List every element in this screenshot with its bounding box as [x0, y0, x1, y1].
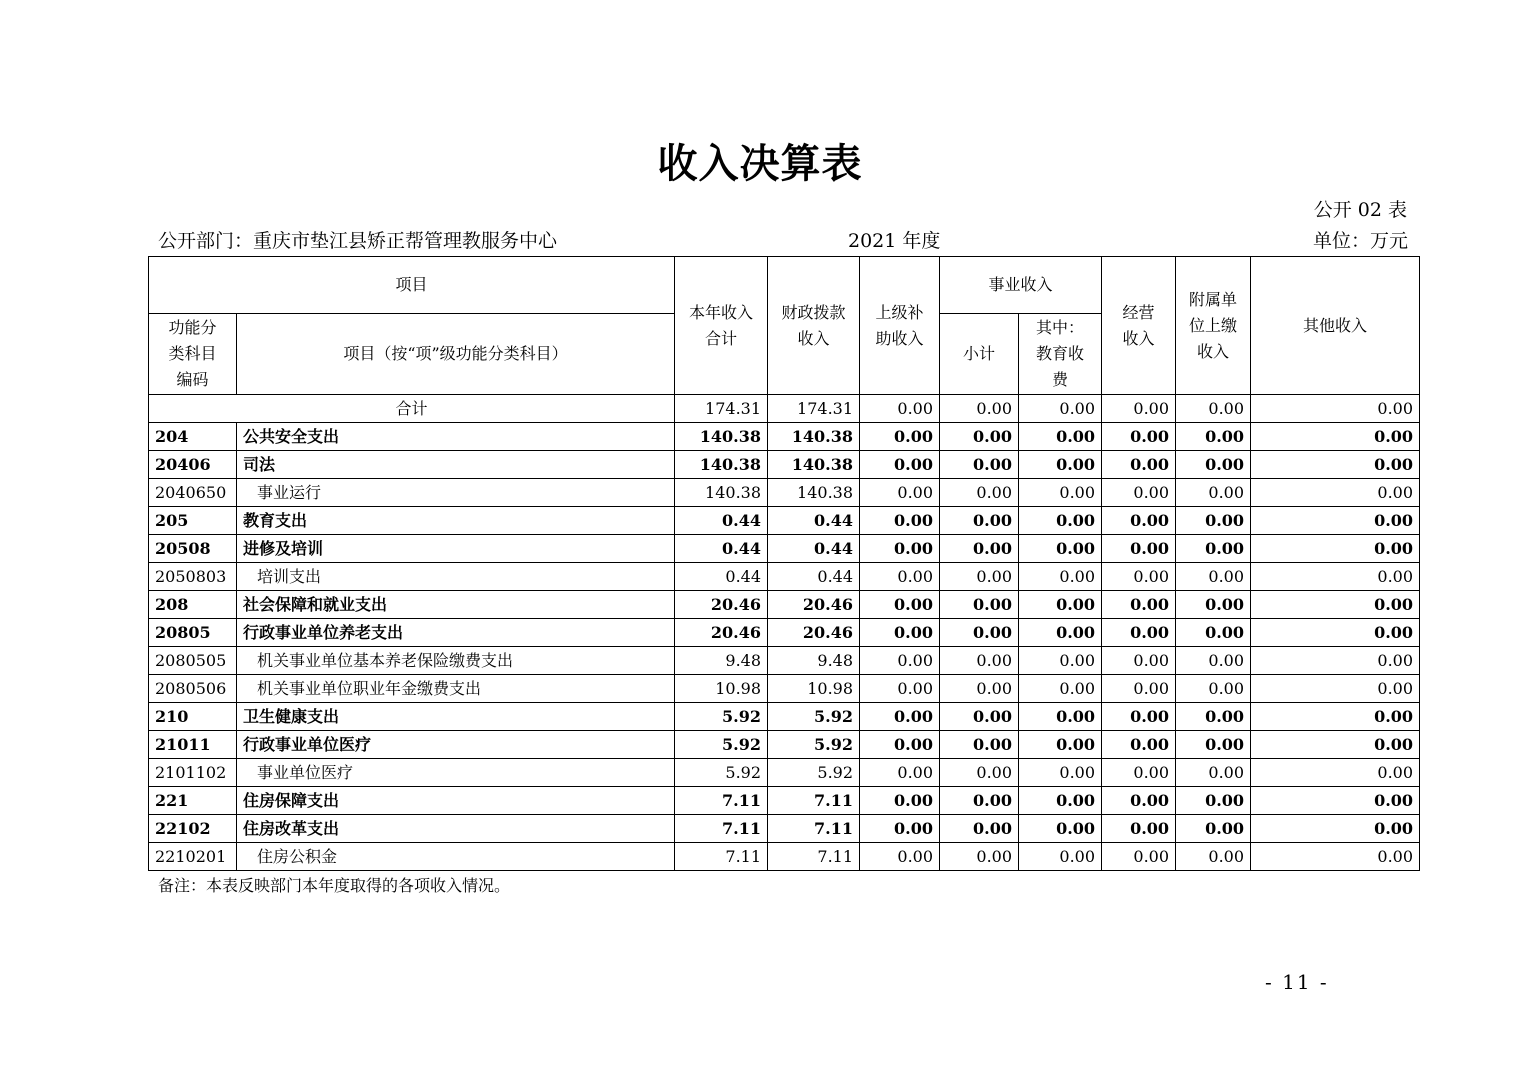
row-value: 10.98	[768, 675, 860, 703]
row-value: 0.00	[1102, 759, 1176, 787]
row-value: 0.00	[1102, 451, 1176, 479]
row-value: 0.00	[1102, 703, 1176, 731]
row-value: 0.00	[1176, 479, 1251, 507]
row-value: 0.00	[1176, 815, 1251, 843]
row-code: 2080506	[149, 675, 237, 703]
row-value: 7.11	[768, 787, 860, 815]
unit-label: 单位：万元	[1312, 230, 1408, 252]
row-code: 2210201	[149, 843, 237, 871]
row-value: 0.00	[1019, 479, 1102, 507]
row-code: 22102	[149, 815, 237, 843]
row-value: 0.00	[1019, 675, 1102, 703]
row-value: 0.00	[1176, 675, 1251, 703]
row-value: 0.00	[1251, 675, 1420, 703]
row-value: 0.00	[1251, 619, 1420, 647]
total-row	[149, 395, 1420, 423]
row-value: 0.00	[860, 843, 940, 871]
row-value: 0.00	[1102, 479, 1176, 507]
total-cell: 0.00	[1102, 395, 1176, 423]
row-value: 0.00	[1176, 731, 1251, 759]
row-value: 0.44	[768, 563, 860, 591]
row-value: 0.00	[1176, 619, 1251, 647]
table-row	[149, 675, 1420, 703]
row-value: 0.00	[1102, 675, 1176, 703]
row-value: 0.44	[768, 535, 860, 563]
row-value: 0.00	[1102, 815, 1176, 843]
total-label: 合计	[149, 395, 675, 423]
row-value: 0.00	[940, 479, 1019, 507]
row-value: 0.00	[860, 647, 940, 675]
row-value: 0.00	[1251, 759, 1420, 787]
table-row	[149, 731, 1420, 759]
header-affiliated: 附属单位上缴收入	[1176, 257, 1251, 395]
row-value: 0.00	[940, 703, 1019, 731]
row-value: 0.00	[860, 507, 940, 535]
total-cell: 0.00	[940, 395, 1019, 423]
row-value: 0.00	[940, 815, 1019, 843]
row-value: 0.00	[1102, 423, 1176, 451]
row-value: 140.38	[675, 423, 768, 451]
row-value: 20.46	[768, 619, 860, 647]
row-value: 7.11	[675, 843, 768, 871]
row-value: 20.46	[768, 591, 860, 619]
row-value: 0.00	[940, 787, 1019, 815]
row-value: 0.00	[1102, 843, 1176, 871]
row-value: 0.00	[1102, 647, 1176, 675]
header-fiscal: 财政拨款收入	[768, 257, 860, 395]
row-value: 0.00	[1251, 563, 1420, 591]
row-code: 2050803	[149, 563, 237, 591]
row-code: 21011	[149, 731, 237, 759]
row-value: 0.00	[940, 451, 1019, 479]
row-value: 0.00	[860, 479, 940, 507]
row-value: 0.00	[1019, 731, 1102, 759]
row-code: 208	[149, 591, 237, 619]
table-row	[149, 563, 1420, 591]
total-cell: 174.31	[768, 395, 860, 423]
row-value: 0.00	[1251, 451, 1420, 479]
row-value: 0.44	[675, 507, 768, 535]
row-value: 0.44	[675, 563, 768, 591]
row-value: 0.00	[1019, 591, 1102, 619]
row-value: 7.11	[675, 815, 768, 843]
row-value: 0.00	[1176, 451, 1251, 479]
row-value: 0.00	[1251, 591, 1420, 619]
total-cell: 0.00	[1176, 395, 1251, 423]
row-code: 205	[149, 507, 237, 535]
table-row	[149, 759, 1420, 787]
row-name: 进修及培训	[237, 535, 675, 563]
row-code: 221	[149, 787, 237, 815]
row-value: 0.00	[1176, 423, 1251, 451]
row-value: 9.48	[768, 647, 860, 675]
header-operating: 经营收入	[1102, 257, 1176, 395]
row-value: 0.00	[940, 731, 1019, 759]
row-value: 5.92	[675, 703, 768, 731]
row-value: 140.38	[675, 479, 768, 507]
row-value: 0.00	[1102, 507, 1176, 535]
row-code: 2040650	[149, 479, 237, 507]
row-name: 事业运行	[237, 479, 675, 507]
row-name: 行政事业单位养老支出	[237, 619, 675, 647]
row-value: 0.00	[1251, 731, 1420, 759]
row-value: 0.00	[860, 451, 940, 479]
row-value: 0.44	[768, 507, 860, 535]
row-value: 0.00	[860, 535, 940, 563]
row-value: 0.00	[1176, 759, 1251, 787]
row-value: 0.00	[1019, 619, 1102, 647]
total-cell: 0.00	[860, 395, 940, 423]
row-value: 5.92	[675, 731, 768, 759]
row-value: 0.00	[1102, 731, 1176, 759]
row-code: 2080505	[149, 647, 237, 675]
total-cell: 174.31	[675, 395, 768, 423]
row-name: 住房改革支出	[237, 815, 675, 843]
row-value: 0.00	[1176, 563, 1251, 591]
income-table	[148, 256, 1420, 871]
row-name: 机关事业单位基本养老保险缴费支出	[237, 647, 675, 675]
row-value: 0.00	[1019, 563, 1102, 591]
row-value: 0.00	[940, 619, 1019, 647]
row-value: 0.00	[1251, 423, 1420, 451]
total-cell: 0.00	[1019, 395, 1102, 423]
row-value: 0.00	[1019, 703, 1102, 731]
row-value: 0.00	[860, 731, 940, 759]
row-code: 2101102	[149, 759, 237, 787]
header-other: 其他收入	[1251, 257, 1420, 395]
row-value: 0.00	[1251, 843, 1420, 871]
row-value: 0.00	[1176, 535, 1251, 563]
row-value: 0.00	[940, 759, 1019, 787]
table-row	[149, 619, 1420, 647]
row-code: 20805	[149, 619, 237, 647]
row-value: 0.00	[1019, 787, 1102, 815]
meta-row	[158, 226, 1408, 252]
row-value: 20.46	[675, 619, 768, 647]
row-value: 0.00	[1102, 619, 1176, 647]
row-value: 0.00	[940, 423, 1019, 451]
row-value: 5.92	[768, 731, 860, 759]
row-code: 20406	[149, 451, 237, 479]
row-value: 0.00	[940, 647, 1019, 675]
row-name: 教育支出	[237, 507, 675, 535]
header-code: 功能分类科目编码	[149, 314, 237, 395]
row-value: 0.00	[940, 675, 1019, 703]
table-row	[149, 703, 1420, 731]
row-value: 7.11	[675, 787, 768, 815]
total-cell: 0.00	[1251, 395, 1420, 423]
row-value: 0.00	[1176, 591, 1251, 619]
row-value: 0.00	[940, 563, 1019, 591]
row-value: 0.00	[1251, 787, 1420, 815]
footnote: 备注：本表反映部门本年度取得的各项收入情况。	[158, 876, 511, 895]
header-superior: 上级补助收入	[860, 257, 940, 395]
row-name: 公共安全支出	[237, 423, 675, 451]
row-value: 0.00	[1019, 759, 1102, 787]
row-value: 0.00	[1019, 843, 1102, 871]
department-label: 公开部门：重庆市垫江县矫正帮管理教服务中心	[158, 230, 558, 252]
row-value: 0.00	[860, 423, 940, 451]
row-value: 20.46	[675, 591, 768, 619]
row-value: 7.11	[768, 815, 860, 843]
table-row	[149, 843, 1420, 871]
row-value: 0.00	[860, 815, 940, 843]
header-business-group: 事业收入	[940, 257, 1102, 314]
page-title: 收入决算表	[657, 140, 863, 187]
row-value: 0.00	[1176, 787, 1251, 815]
table-row	[149, 591, 1420, 619]
row-code: 204	[149, 423, 237, 451]
row-value: 0.00	[1102, 787, 1176, 815]
header-item-group: 项目	[149, 257, 675, 314]
table-body	[149, 395, 1420, 871]
table-row	[149, 647, 1420, 675]
row-value: 0.00	[860, 619, 940, 647]
row-value: 140.38	[675, 451, 768, 479]
row-name: 行政事业单位医疗	[237, 731, 675, 759]
row-name: 事业单位医疗	[237, 759, 675, 787]
row-value: 0.00	[1019, 647, 1102, 675]
row-value: 0.00	[1251, 535, 1420, 563]
row-name: 卫生健康支出	[237, 703, 675, 731]
row-value: 9.48	[675, 647, 768, 675]
table-row	[149, 535, 1420, 563]
table-row	[149, 479, 1420, 507]
table-header	[149, 257, 1420, 395]
row-value: 0.00	[1176, 647, 1251, 675]
row-value: 0.00	[1019, 451, 1102, 479]
row-value: 0.00	[1102, 591, 1176, 619]
row-name: 机关事业单位职业年金缴费支出	[237, 675, 675, 703]
row-value: 5.92	[768, 703, 860, 731]
row-value: 140.38	[768, 479, 860, 507]
row-value: 0.00	[1176, 507, 1251, 535]
row-value: 0.44	[675, 535, 768, 563]
row-value: 0.00	[940, 507, 1019, 535]
row-value: 0.00	[940, 591, 1019, 619]
row-value: 0.00	[1251, 647, 1420, 675]
row-value: 0.00	[1251, 815, 1420, 843]
row-value: 5.92	[768, 759, 860, 787]
row-value: 0.00	[860, 703, 940, 731]
row-value: 7.11	[768, 843, 860, 871]
row-code: 20508	[149, 535, 237, 563]
row-value: 10.98	[675, 675, 768, 703]
row-value: 0.00	[860, 759, 940, 787]
row-value: 5.92	[675, 759, 768, 787]
row-code: 210	[149, 703, 237, 731]
row-name: 社会保障和就业支出	[237, 591, 675, 619]
row-name: 住房公积金	[237, 843, 675, 871]
row-value: 0.00	[860, 787, 940, 815]
row-value: 140.38	[768, 423, 860, 451]
row-name: 培训支出	[237, 563, 675, 591]
header-subtotal: 小计	[940, 314, 1019, 395]
row-value: 0.00	[1019, 535, 1102, 563]
row-name: 住房保障支出	[237, 787, 675, 815]
row-name: 司法	[237, 451, 675, 479]
page-number: - 11 -	[1265, 970, 1329, 994]
table-row	[149, 815, 1420, 843]
row-value: 0.00	[1019, 507, 1102, 535]
row-value: 0.00	[1251, 479, 1420, 507]
table-row	[149, 507, 1420, 535]
fiscal-year: 2021 年度	[848, 230, 941, 252]
table-row	[149, 787, 1420, 815]
row-value: 0.00	[940, 535, 1019, 563]
form-number: 公开 02 表	[1313, 199, 1407, 221]
table-row	[149, 451, 1420, 479]
row-value: 0.00	[1251, 703, 1420, 731]
row-value: 0.00	[1019, 423, 1102, 451]
row-value: 0.00	[1176, 703, 1251, 731]
header-edu-fee: 其中：教育收费	[1019, 314, 1102, 395]
header-item-name: 项目（按“项”级功能分类科目）	[237, 314, 675, 395]
row-value: 0.00	[860, 563, 940, 591]
row-value: 0.00	[1102, 563, 1176, 591]
row-value: 0.00	[1102, 535, 1176, 563]
row-value: 0.00	[1176, 843, 1251, 871]
row-value: 140.38	[768, 451, 860, 479]
header-total-income: 本年收入合计	[675, 257, 768, 395]
row-value: 0.00	[940, 843, 1019, 871]
row-value: 0.00	[860, 591, 940, 619]
row-value: 0.00	[1019, 815, 1102, 843]
table-row	[149, 423, 1420, 451]
row-value: 0.00	[1251, 507, 1420, 535]
row-value: 0.00	[860, 675, 940, 703]
